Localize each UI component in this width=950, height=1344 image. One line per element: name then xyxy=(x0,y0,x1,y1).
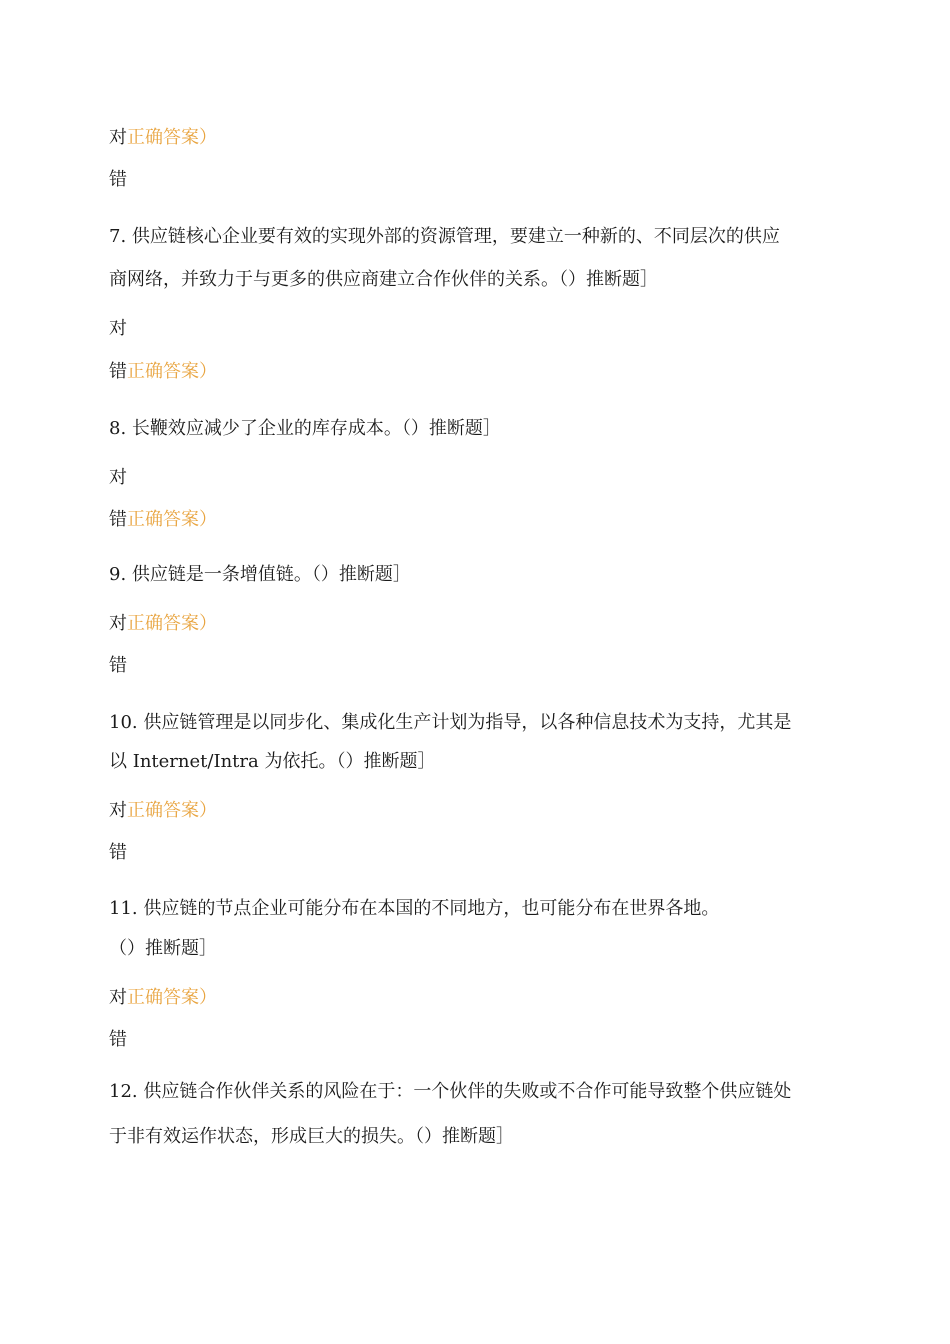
q7-question-line-2: 商网络，并致力于与更多的供应商建立合作伙伴的关系。（）推断题］ xyxy=(109,269,658,290)
q7-correct-answer-tag: 正确答案） xyxy=(127,361,217,382)
q10-option-false-label: 错 xyxy=(109,842,127,863)
q8-option-false xyxy=(109,509,217,531)
q12-question-line-2: 于非有效运作状态，形成巨大的损失。（）推断题］ xyxy=(109,1126,514,1147)
q11-option-false-label: 错 xyxy=(109,1029,127,1050)
q6-option-true-label: 对 xyxy=(109,127,127,148)
q9-correct-answer-tag: 正确答案） xyxy=(127,613,217,634)
q12-question-line-1: 12. 供应链合作伙伴关系的风险在于：一个伙伴的失败或不合作可能导致整个供应链处 xyxy=(109,1081,792,1102)
q9-option-true xyxy=(109,613,217,635)
q11-question-line-2: （）推断题］ xyxy=(109,938,217,959)
q10-option-false xyxy=(109,842,127,864)
q7-option-true xyxy=(109,318,127,340)
q8-option-true-label: 对 xyxy=(109,467,127,488)
q11-option-true xyxy=(109,987,217,1009)
q7-option-true-label: 对 xyxy=(109,318,127,339)
q11-option-true-label: 对 xyxy=(109,987,127,1008)
q9-option-false-label: 错 xyxy=(109,655,127,676)
q10-question-line-2: 以 Internet/Intra 为依托。（）推断题］ xyxy=(109,751,436,772)
q7-option-false xyxy=(109,361,217,383)
q10-option-true-label: 对 xyxy=(109,800,127,821)
q7-question-line-1: 7. 供应链核心企业要有效的实现外部的资源管理，要建立一种新的、不同层次的供应 xyxy=(109,226,780,247)
q11-option-false xyxy=(109,1029,127,1051)
q11-question-line-1: 11. 供应链的节点企业可能分布在本国的不同地方，也可能分布在世界各地。 xyxy=(109,898,720,919)
q9-question-line-1: 9. 供应链是一条增值链。（）推断题］ xyxy=(109,564,411,585)
q8-option-false-label: 错 xyxy=(109,509,127,530)
q6-correct-answer-tag: 正确答案） xyxy=(127,127,217,148)
q9-option-true-label: 对 xyxy=(109,613,127,634)
q6-option-true xyxy=(109,127,217,149)
q6-option-false-label: 错 xyxy=(109,169,127,190)
q10-correct-answer-tag: 正确答案） xyxy=(127,800,217,821)
q8-correct-answer-tag: 正确答案） xyxy=(127,509,217,530)
q8-option-true xyxy=(109,467,127,489)
q11-correct-answer-tag: 正确答案） xyxy=(127,987,217,1008)
q10-option-true xyxy=(109,800,217,822)
q10-question-line-1: 10. 供应链管理是以同步化、集成化生产计划为指导，以各种信息技术为支持，尤其是 xyxy=(109,712,792,733)
q9-option-false xyxy=(109,655,127,677)
q7-option-false-label: 错 xyxy=(109,361,127,382)
q8-question-line-1: 8. 长鞭效应减少了企业的库存成本。（）推断题］ xyxy=(109,418,501,439)
q6-option-false xyxy=(109,169,127,191)
